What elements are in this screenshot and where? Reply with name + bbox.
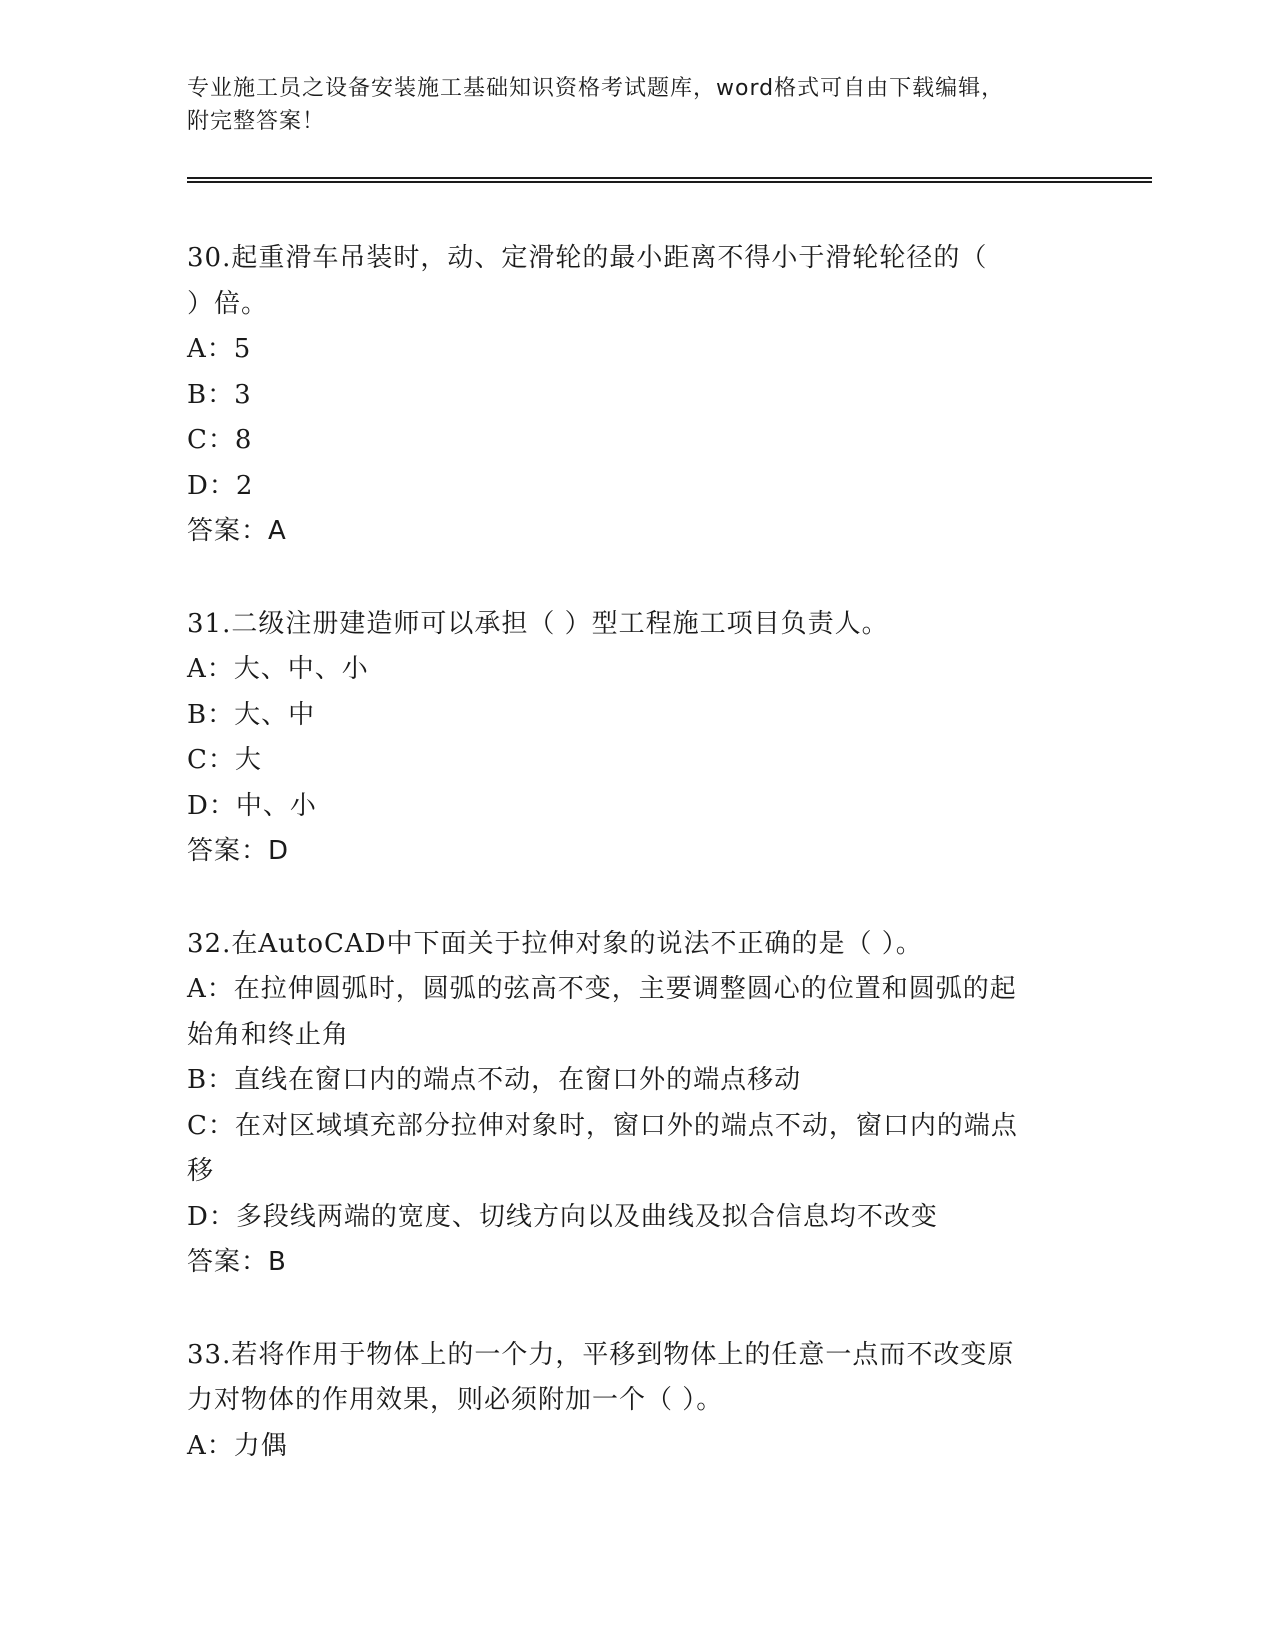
question-block bbox=[187, 922, 1087, 1286]
header-line: 专业施工员之设备安装施工基础知识资格考试题库，word格式可自由下载编辑， bbox=[187, 76, 1005, 101]
question-stem: 30.起重滑车吊装时，动、定滑轮的最小距离不得小于滑轮轮径的（ bbox=[187, 243, 988, 273]
header-line: 附完整答案！ bbox=[187, 109, 326, 134]
answer-line: 答案：B bbox=[187, 1247, 287, 1277]
question-stem: 32.在AutoCAD中下面关于拉伸对象的说法不正确的是（ ）。 bbox=[187, 928, 923, 959]
option-b: B：大、中 bbox=[187, 699, 316, 730]
option-a-continued: 始角和终止角 bbox=[187, 1019, 350, 1050]
option-a: A：大、中、小 bbox=[187, 654, 369, 684]
question-list bbox=[187, 236, 1087, 1516]
option-a: A：5 bbox=[187, 334, 252, 364]
option-a: A：力偶 bbox=[187, 1430, 288, 1461]
header-divider bbox=[187, 177, 1152, 183]
option-d: D：多段线两端的宽度、切线方向以及曲线及拟合信息均不改变 bbox=[187, 1201, 938, 1232]
question-block bbox=[187, 1333, 1087, 1470]
document-header bbox=[187, 72, 1087, 138]
option-c: C：在对区域填充部分拉伸对象时，窗口外的端点不动，窗口内的端点 bbox=[187, 1110, 1018, 1141]
question-stem: 33.若将作用于物体上的一个力，平移到物体上的任意一点而不改变原 bbox=[187, 1339, 1015, 1370]
answer-line: 答案：D bbox=[187, 836, 290, 866]
option-b: B：3 bbox=[187, 379, 252, 410]
answer-line: 答案：A bbox=[187, 516, 287, 546]
question-block bbox=[187, 602, 1087, 875]
question-block bbox=[187, 236, 1087, 555]
option-c: C：大 bbox=[187, 745, 262, 775]
question-stem: 31.二级注册建造师可以承担（ ）型工程施工项目负责人。 bbox=[187, 608, 889, 639]
question-stem: 力对物体的作用效果，则必须附加一个（ ）。 bbox=[187, 1385, 724, 1415]
option-b: B：直线在窗口内的端点不动，在窗口外的端点移动 bbox=[187, 1065, 802, 1095]
option-d: D：2 bbox=[187, 470, 254, 501]
option-d: D：中、小 bbox=[187, 790, 317, 821]
option-a: A：在拉伸圆弧时，圆弧的弦高不变，主要调整圆心的位置和圆弧的起 bbox=[187, 974, 1017, 1004]
option-c: C：8 bbox=[187, 425, 253, 455]
question-stem: ）倍。 bbox=[187, 288, 269, 319]
option-c-continued: 移 bbox=[187, 1156, 215, 1186]
